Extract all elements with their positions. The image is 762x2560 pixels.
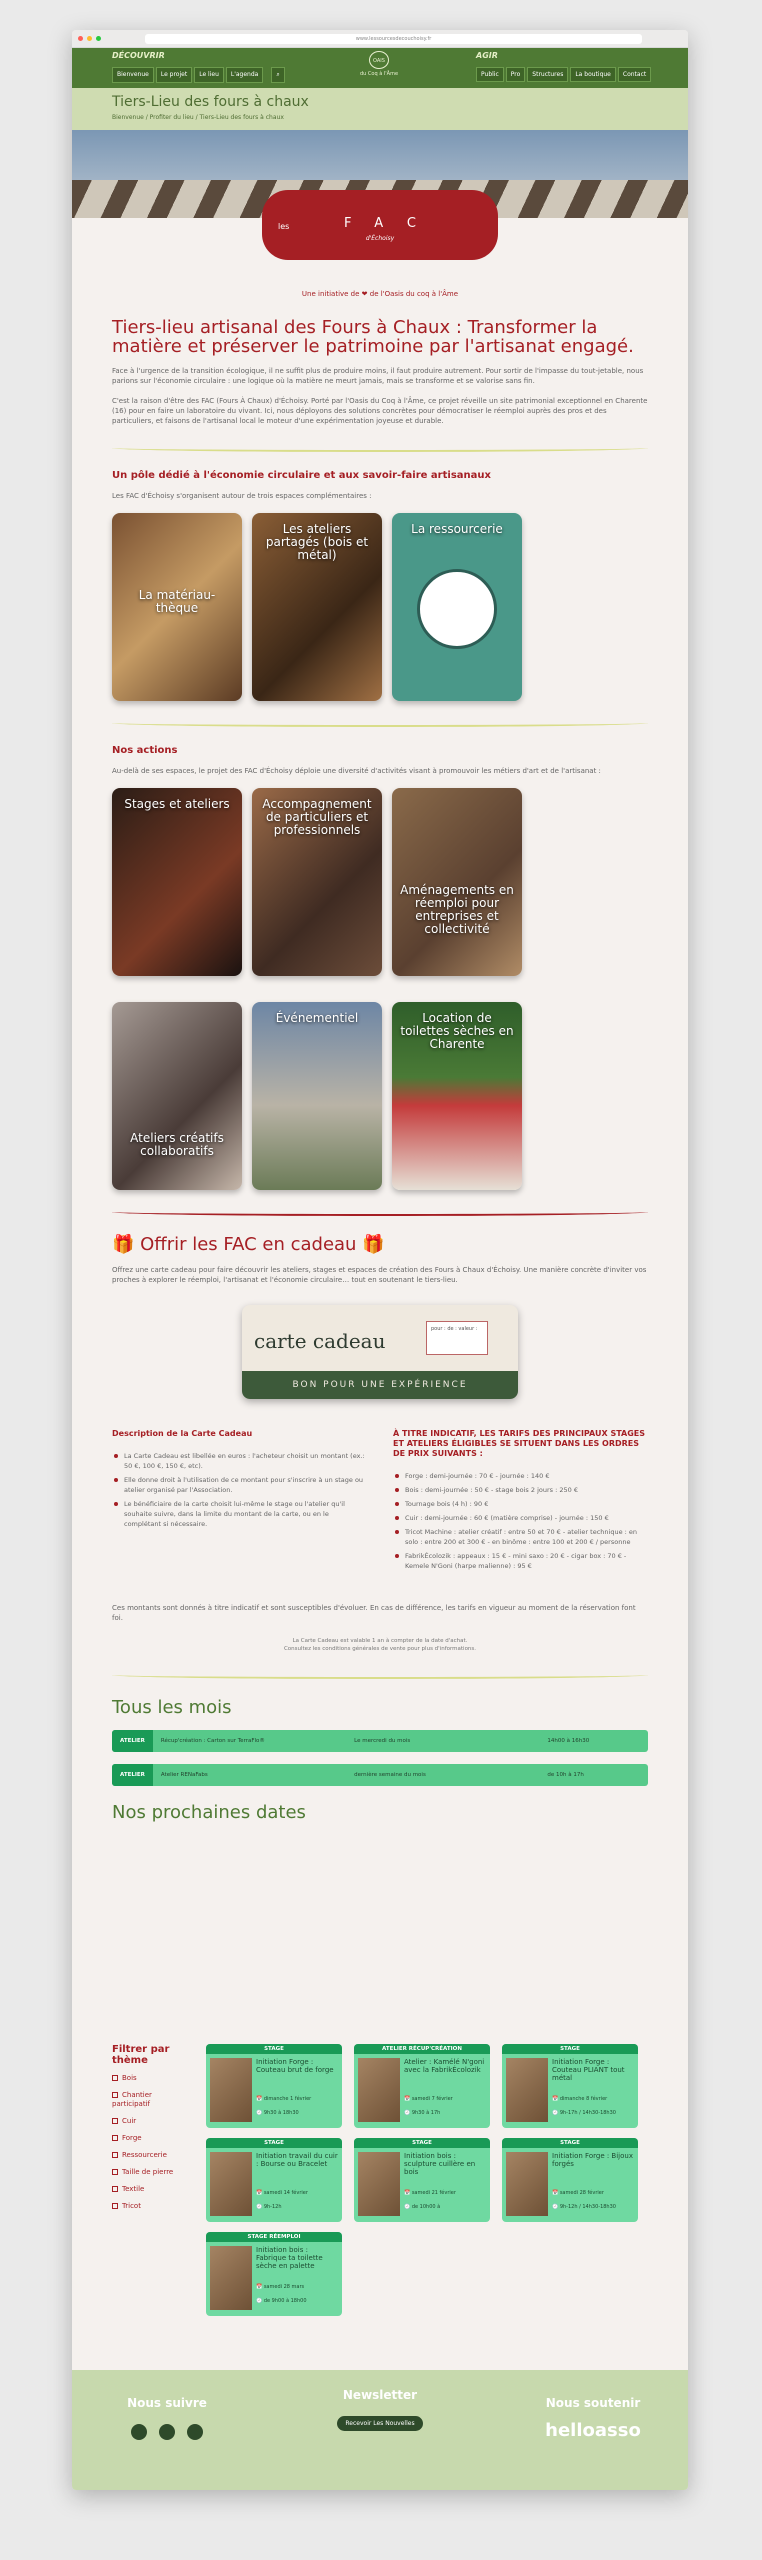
- monthly-row[interactable]: [112, 1764, 648, 1786]
- filter-ressourcerie[interactable]: [112, 2151, 192, 2160]
- actions-cards-row-1: [112, 788, 648, 976]
- nav-group-discover: DÉCOUVRIR: [112, 51, 165, 60]
- ressourcerie-logo-icon: [417, 569, 497, 649]
- filter-label: Forge: [122, 2134, 142, 2142]
- event-title: Initiation bois : Fabrique ta toilette sèche en palette: [256, 2246, 323, 2270]
- hero-banner: [72, 130, 688, 280]
- pole-heading: Un pôle dédié à l'économie circulaire et aux savoir-faire artisanaux: [112, 470, 491, 481]
- helloasso-logo[interactable]: helloasso: [545, 2420, 641, 2441]
- event-type: STAGE: [502, 2138, 638, 2148]
- filter-tricot[interactable]: [112, 2202, 192, 2211]
- list-item: FabrikÉcolozik : appeaux : 15 € - mini saxo : 20 € - cigar box : 70 € - Kemele N'Goni (harpe malienne) : 95 €: [393, 1551, 648, 1571]
- list-item: Tournage bois (4 h) : 90 €: [393, 1499, 648, 1509]
- event-time-text: 9h30 à 17h: [411, 2110, 441, 2116]
- search-icon[interactable]: ⌕: [271, 67, 284, 83]
- gift-card-title: carte cadeau: [254, 1329, 386, 1353]
- footer-follow: [92, 2396, 242, 2440]
- checkbox-icon[interactable]: [112, 2152, 118, 2158]
- badge-sub: d'Échoisy: [365, 235, 395, 242]
- row-time: 14h00 à 16h30: [547, 1738, 590, 1744]
- event-image: [210, 2152, 252, 2216]
- card-accompagnement[interactable]: [252, 788, 382, 976]
- badge-les: les: [278, 222, 290, 231]
- row-badge: ATELIER: [112, 1764, 153, 1786]
- event-time-text: de 10h00 à: [411, 2204, 441, 2210]
- breadcrumb[interactable]: Bienvenue / Profiter du lieu / Tiers-Lieu des fours à chaux: [112, 114, 284, 121]
- gift-description-col: [112, 1429, 367, 1575]
- event-time: 🕘 9h30 à 17h: [404, 2110, 441, 2116]
- gift-heading: 🎁 Offrir les FAC en cadeau 🎁: [112, 1234, 385, 1255]
- nav-item-lieu[interactable]: Le lieu: [194, 67, 224, 83]
- event-time-text: de 9h00 à 18h00: [263, 2298, 307, 2304]
- divider: [112, 444, 648, 452]
- event-date-text: samedi 28 mars: [263, 2284, 305, 2290]
- card-label: La ressourcerie: [411, 522, 503, 536]
- event-title: Initiation Forge : Couteau brut de forge: [256, 2058, 334, 2074]
- event-date-text: dimanche 8 février: [559, 2096, 608, 2102]
- checkbox-icon[interactable]: [112, 2203, 118, 2209]
- site-footer: [72, 2370, 688, 2490]
- filter-label: Taille de pierre: [122, 2168, 174, 2176]
- event-date: 📅 samedi 7 février: [404, 2096, 453, 2102]
- footer-follow-title: Nous suivre: [127, 2396, 207, 2410]
- event-time: 🕘 de 10h00 à: [404, 2204, 441, 2210]
- event-date-text: samedi 14 février: [263, 2190, 308, 2196]
- tarifs-heading: À TITRE INDICATIF, LES TARIFS DES PRINCIPAUX STAGES ET ATELIERS ÉLIGIBLES SE SITUENT DANS LES ORDRES DE PRIX SUIVANTS :: [393, 1429, 646, 1458]
- upcoming-heading: Nos prochaines dates: [112, 1802, 306, 1823]
- list-item: La Carte Cadeau est libellée en euros : l'acheteur choisit un montant (ex.: 50 €, 100 €, 150 €, etc).: [112, 1451, 367, 1471]
- list-item: Bois : demi-journée : 50 € - stage bois 2 jours : 250 €: [393, 1485, 648, 1495]
- divider: [112, 1208, 648, 1216]
- actions-lead: Au-delà de ses espaces, le projet des FAC d'Échoisy déploie une diversité d'activités visant à promouvoir les métiers d'art et de l'artisanat :: [112, 767, 601, 775]
- event-title: Atelier : Kamélé N'goni avec la FabrikÉcolozik: [404, 2058, 485, 2074]
- hero-tagline: Une initiative de ❤ de l'Oasis du coq à l'Âme: [301, 290, 459, 298]
- browser-window: [72, 30, 688, 2490]
- footer-newsletter-title: Newsletter: [342, 2388, 418, 2402]
- checkbox-icon[interactable]: [112, 2075, 118, 2081]
- event-card[interactable]: [502, 2044, 638, 2128]
- event-date-text: samedi 21 février: [411, 2190, 456, 2196]
- event-card[interactable]: [502, 2138, 638, 2222]
- event-date: 📅 dimanche 8 février: [552, 2096, 608, 2102]
- nav-item-bienvenue[interactable]: Bienvenue: [112, 67, 154, 83]
- actions-cards-row-2: [112, 1002, 648, 1190]
- event-image: [210, 2246, 252, 2310]
- event-type: STAGE: [354, 2138, 490, 2148]
- divider: [112, 719, 648, 727]
- list-item: Tricot Machine : atelier créatif : entre 50 et 70 € - atelier technique : en solo : entre 200 et 300 € - en binôme : entre 100 et 200 € / personne: [393, 1527, 648, 1547]
- validity-text: La Carte Cadeau est valable 1 an à compter de la date d'achat.: [292, 1638, 468, 1644]
- actions-heading: Nos actions: [112, 745, 178, 756]
- site-logo[interactable]: [354, 51, 404, 85]
- gift-description-heading: Description de la Carte Cadeau: [112, 1429, 253, 1438]
- event-date: 📅 samedi 28 mars: [256, 2284, 305, 2290]
- checkbox-icon[interactable]: [112, 2092, 118, 2098]
- main-nav: [72, 48, 688, 88]
- filter-cuir[interactable]: [112, 2117, 192, 2126]
- nav-item-structures[interactable]: Structures: [527, 67, 568, 82]
- event-title: Initiation travail du cuir : Bourse ou Bracelet: [256, 2152, 338, 2168]
- card-materiautheque[interactable]: [112, 513, 242, 701]
- minimize-dot-icon[interactable]: [87, 36, 92, 41]
- footer-support-title: Nous soutenir: [545, 2396, 641, 2410]
- event-time-text: 9h-12h / 14h30-18h30: [559, 2204, 616, 2210]
- event-title: Initiation Forge : Couteau PLIANT tout métal: [552, 2058, 625, 2082]
- event-time-text: 9h-17h / 14h30-18h30: [559, 2110, 616, 2116]
- newsletter-button[interactable]: Recevoir Les Nouvelles: [337, 2416, 422, 2431]
- event-date: 📅 samedi 21 février: [404, 2190, 456, 2196]
- row-title: Récup'création : Carton sur TerraFlo®: [160, 1738, 265, 1744]
- youtube-icon[interactable]: [159, 2424, 175, 2440]
- event-type: STAGE: [206, 2044, 342, 2054]
- event-image: [358, 2152, 400, 2216]
- event-date-text: samedi 7 février: [411, 2096, 453, 2102]
- filter-label: Cuir: [122, 2117, 137, 2125]
- card-label: Aménagements en réemploi pour entreprises et collectivité: [400, 883, 514, 936]
- event-image: [210, 2058, 252, 2122]
- intro-paragraph-1: Face à l'urgence de la transition écologique, il ne suffit plus de produire moins, il faut produire autrement. Pour sortir de l'impasse du tout-jetable, nous parions sur l'économie circulaire : une logique où la matière ne meurt jamais, mais se transforme et se valorise sans fin.: [112, 367, 644, 385]
- zoom-dot-icon[interactable]: [96, 36, 101, 41]
- filter-label: Chantier participatif: [112, 2091, 152, 2108]
- gift-paragraph: Offrez une carte cadeau pour faire découvrir les ateliers, stages et espaces de création des Fours à Chaux d'Échoisy. Une manière concrète d'inviter vos proches à explorer le réemploi, l'artisanat et l'économie circulaire… tout en soutenant le tiers-lieu.: [112, 1266, 647, 1284]
- filter-forge[interactable]: [112, 2134, 192, 2143]
- filter-label: Ressourcerie: [122, 2151, 167, 2159]
- event-time: 🕘 9h-12h / 14h30-18h30: [552, 2204, 616, 2210]
- page-title: Tiers-Lieu des fours à chaux: [112, 94, 309, 110]
- row-title: Atelier RENaFabs: [160, 1772, 208, 1778]
- filter-title: Filtrer par thème: [112, 2044, 170, 2066]
- event-type: STAGE RÉEMPLOI: [206, 2232, 342, 2242]
- card-label: Événementiel: [275, 1011, 359, 1025]
- card-toilettes[interactable]: [392, 1002, 522, 1190]
- event-title: Initiation Forge : Bijoux forgés: [552, 2152, 633, 2168]
- close-dot-icon[interactable]: [78, 36, 83, 41]
- gift-card-image: [242, 1305, 518, 1399]
- event-time-text: 9h30 à 18h30: [263, 2110, 299, 2116]
- divider: [112, 1671, 648, 1679]
- checkbox-icon[interactable]: [112, 2169, 118, 2175]
- event-type: STAGE: [502, 2044, 638, 2054]
- browser-chrome: [72, 30, 688, 48]
- card-ateliers-partages[interactable]: [252, 513, 382, 701]
- intro-section: [72, 318, 688, 1823]
- gift-card-band: BON POUR UNE EXPÉRIENCE: [242, 1371, 518, 1399]
- logo-text: du Coq à l'Âme: [359, 71, 399, 77]
- card-label: Location de toilettes sèches en Charente: [400, 1011, 514, 1051]
- row-time: de 10h à 17h: [547, 1772, 584, 1778]
- filter-label: Textile: [122, 2185, 145, 2193]
- row-date: dernière semaine du mois: [354, 1772, 426, 1778]
- card-label: Stages et ateliers: [124, 797, 230, 811]
- card-label: Les ateliers partagés (bois et métal): [265, 522, 369, 562]
- list-item: Cuir : demi-journée : 60 € (matière comprise) - journée : 150 €: [393, 1513, 648, 1523]
- event-date-text: dimanche 1 février: [263, 2096, 312, 2102]
- footer-newsletter: [305, 2388, 455, 2431]
- checkbox-icon[interactable]: [112, 2118, 118, 2124]
- gift-validity: [112, 1637, 648, 1653]
- card-stages[interactable]: [112, 788, 242, 976]
- filter-chantier[interactable]: [112, 2091, 192, 2109]
- event-date: 📅 dimanche 1 février: [256, 2096, 312, 2102]
- event-card[interactable]: [354, 2044, 490, 2128]
- event-date-text: samedi 28 février: [559, 2190, 604, 2196]
- nav-item-boutique[interactable]: La boutique: [570, 67, 616, 82]
- cgv-link[interactable]: Consultez les conditions générales de vente pour plus d'informations.: [283, 1646, 477, 1652]
- event-image: [506, 2058, 548, 2122]
- spaces-cards: [112, 513, 648, 701]
- monthly-row[interactable]: [112, 1730, 648, 1752]
- event-image: [358, 2058, 400, 2122]
- event-time: 🕘 9h30 à 18h30: [256, 2110, 299, 2116]
- event-card[interactable]: [206, 2232, 342, 2316]
- event-type: ATELIER RÉCUP'CRÉATION: [354, 2044, 490, 2054]
- card-label: Accompagnement de particuliers et professionnels: [262, 797, 372, 837]
- logo-mark: OAIS: [369, 51, 389, 69]
- nav-right-items: [476, 67, 651, 82]
- tarifs-list: [393, 1471, 648, 1571]
- filter-textile[interactable]: [112, 2185, 192, 2194]
- facebook-icon[interactable]: [131, 2424, 147, 2440]
- filter-bois[interactable]: [112, 2074, 192, 2083]
- event-date: 📅 samedi 14 février: [256, 2190, 308, 2196]
- filter-taille-pierre[interactable]: [112, 2168, 192, 2177]
- nav-group-act: AGIR: [476, 51, 498, 60]
- card-ressourcerie[interactable]: [392, 513, 522, 701]
- event-date: 📅 samedi 28 février: [552, 2190, 604, 2196]
- nav-item-public[interactable]: Public: [476, 67, 504, 82]
- event-title: Initiation bois : sculpture cuillère en bois: [404, 2152, 476, 2176]
- theme-filters: [112, 2044, 192, 2211]
- nav-item-pro[interactable]: Pro: [506, 67, 526, 82]
- nav-left-items: [112, 67, 285, 83]
- instagram-icon[interactable]: [187, 2424, 203, 2440]
- filter-label: Tricot: [122, 2202, 141, 2210]
- gift-disclaimer: Ces montants sont donnés à titre indicatif et sont susceptibles d'évoluer. En cas de différence, les tarifs en vigueur au moment de la réservation font foi.: [112, 1604, 636, 1622]
- social-links: [92, 2424, 242, 2440]
- event-card[interactable]: [206, 2044, 342, 2128]
- card-amenagements[interactable]: [392, 788, 522, 976]
- event-card[interactable]: [354, 2138, 490, 2222]
- event-card[interactable]: [206, 2138, 342, 2222]
- nav-item-contact[interactable]: Contact: [618, 67, 651, 82]
- monthly-heading: Tous les mois: [112, 1697, 232, 1718]
- address-bar[interactable]: www.lessourcesdecouchoisy.fr: [145, 34, 642, 44]
- page-header: [72, 88, 688, 130]
- card-evenementiel[interactable]: [252, 1002, 382, 1190]
- list-item: Forge : demi-journée : 70 € - journée : 140 €: [393, 1471, 648, 1481]
- intro-heading: Tiers-lieu artisanal des Fours à Chaux : Transformer la matière et préserver le patrimoine par l'artisanat engagé.: [112, 317, 634, 357]
- nav-item-agenda[interactable]: L'agenda: [226, 67, 263, 83]
- badge-fac: FAC: [343, 216, 441, 231]
- list-item: Le bénéficiaire de la carte choisit lui-même le stage ou l'atelier qu'il souhaite suivre, dans la limite du montant de la carte, ou en le complétant si nécessaire.: [112, 1499, 367, 1529]
- event-time: 🕘 9h-12h: [256, 2204, 282, 2210]
- gift-details: [112, 1429, 648, 1575]
- card-label: Ateliers créatifs collaboratifs: [130, 1131, 224, 1158]
- checkbox-icon[interactable]: [112, 2135, 118, 2141]
- list-item: Elle donne droit à l'utilisation de ce montant pour s'inscrire à un stage ou atelier organisé par l'Association.: [112, 1475, 367, 1495]
- row-badge: ATELIER: [112, 1730, 153, 1752]
- event-time-text: 9h-12h: [263, 2204, 282, 2210]
- fac-badge-logo: [262, 190, 498, 260]
- row-date: Le mercredi du mois: [354, 1738, 411, 1744]
- card-label: La matériau-thèque: [138, 588, 216, 615]
- filter-label: Bois: [122, 2074, 137, 2082]
- event-time: 🕘 9h-17h / 14h30-18h30: [552, 2110, 616, 2116]
- pole-lead: Les FAC d'Échoisy s'organisent autour de trois espaces complémentaires :: [112, 492, 372, 500]
- checkbox-icon[interactable]: [112, 2186, 118, 2192]
- event-time: 🕘 de 9h00 à 18h00: [256, 2298, 307, 2304]
- nav-item-projet[interactable]: Le projet: [156, 67, 192, 83]
- card-ateliers-creatifs[interactable]: [112, 1002, 242, 1190]
- gift-card-tag: pour : de : valeur :: [426, 1321, 488, 1355]
- gift-description-list: [112, 1451, 367, 1529]
- tarifs-col: [393, 1429, 648, 1575]
- event-type: STAGE: [206, 2138, 342, 2148]
- event-image: [506, 2152, 548, 2216]
- footer-support: [518, 2396, 668, 2441]
- intro-paragraph-2: C'est la raison d'être des FAC (Fours À Chaux) d'Échoisy. Porté par l'Oasis du Coq à l'Âme, ce projet réveille un site patrimonial exceptionnel en Charente (16) pour en faire un laboratoire du vivant. Ici, nous déployons des solutions concrètes pour démocratiser le réemploi auprès des pros et des particuliers, et faisons de l'artisanal local le moteur d'une expérimentation joyeuse et durable.: [112, 397, 648, 425]
